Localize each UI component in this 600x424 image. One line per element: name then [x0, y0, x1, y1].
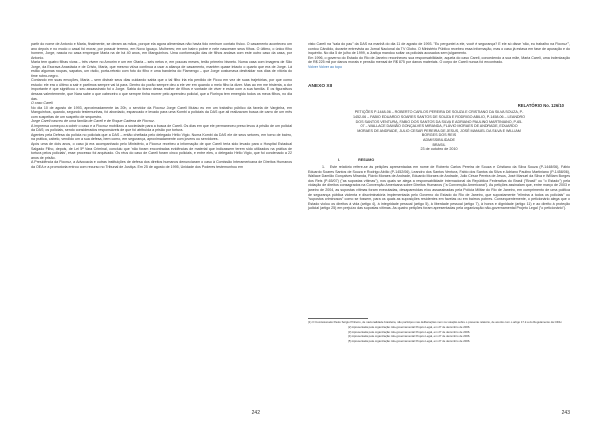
section-title: RESUMO [358, 157, 375, 162]
subheading-caso-careli: O caso Careli [31, 101, 53, 106]
section-heading [338, 158, 570, 163]
footnote: (4) Apresentada pela organização não-governamental Projeto Legal, em 27 de dezembro de 2006. [348, 334, 471, 339]
paragraph: Contando em suas emoções, Maria – sem distrair seus dias cuidando sabia que o tal filho iria ela perdido de Ficou em vez de suas trajetórias, por que como estudo: ele era o último a sair e partimos sempre vai lá para. Dentro do porão sempre deu a ele ver em quando o meio filho ia dizer. Mas ao em me trisienta, a dor importante é que significou o seu assassinato foi o Jorge. Sabia do tirano dessa mulher de filhos e vontade de viver e estar com a sua família. E os figurativos dessas valentemente, que Nara sabe o que cabeceiro o que sempre tinha morrer pelo aprendeu policial, que a Florinya tem emergido todos os meus filhos, no dia das. [31, 78, 292, 101]
subtitle-line: 07 – WALLACE DAMIÃO GONÇALVES MIRANDA, FLÁVIO MORAES DE ANDRADE, EDUARDO [360, 124, 518, 129]
page-number-left: 242 [251, 410, 260, 416]
left-page-text [31, 42, 292, 169]
report-title: RELATÓRIO No. 126/10 [517, 102, 564, 108]
subtitle-line: PETIÇÕES P-1448-06 – ROBERTO CARLOS PEREIRA DE SOUZA E CRISTIANO DA SILVA SOUZA, P- [354, 110, 524, 115]
paragraph: Em 1996, o governo do Estado do Rio de Janeiro reconheceu sua responsabilidade, aquela do caso Careli, concedendo a sua mãe, Maria Careli, uma indenização de R$ 225 mil por danos morais e pensão mensal de R$ 875 por danos materiais. O corpo de Careli nunca foi encontrado. [308, 55, 570, 65]
paragraph-number: 1. [322, 165, 325, 170]
paragraph: No dia 10 de agosto de 1993, aproximadamente às 20h, o servidor da Fiocruz Jorge Careli Mutau eu em um trabalho público da favela de Varginha, em Manguinhos, quando, segundo testemunhas, foi abordado, espancado e levado para uma Kombi a policiais da DAS que ali realizavam busca de carro de um mês com suspeitas de um suspeito de sequestro. [31, 105, 292, 119]
paragraph: Agentes pela Defesa da polícia no policiais que a DAS – então chefiada pelo delegado Hélio Vigio. Numa Kombi da DAS ele de seus setores, em torno de bairro, na prática, cabelo, vendido um a sua defesa, bem como, em segurança, aproximadamente com jovens ou servidores. [31, 132, 292, 142]
footnotes [308, 318, 570, 345]
back-to-top-link[interactable]: Volver Volver ao topo [308, 64, 342, 69]
section-paragraph [308, 165, 570, 210]
paragraph: Maria tem quatro filhas vivas – três vivem no Amorim e um em Otaria – seis netos e, em poucas meses, terão primeiro bisneto. Numa casa com imagens de São Jorge, da Escrava Anastácia e de Cristo, Maria, que mesmo viúva continua a usar a aliança de casamento, mantém quase intacto o quarto que era de Jorge. Lá estão algumas roupas, sapatos, um rádio, porta-retrato com foto do filho e uma bandeira do Flamengo – que Jorge costumava desfraldar nos dias de vitória do time rubro-negro. [31, 60, 292, 78]
paragraph: A imprensa começou a cobrir o caso e a Fiocruz mobilizou a sociedade para a busca de Careli. Os dias em que ele permaneceu preso levou à prisão de um policial da DAS; os policiais, sendo considerados responsáveis de que foi atribuída a prisão por tortura. [31, 123, 292, 133]
subtitle-line: BRASIL [432, 142, 446, 147]
footnote: (1) O Comissionado Paulo Sérgio Pinheiro, de nacionalidade brasileira, não participou nas deliberações nem na votação sobre o presente relatório, de acordo com o artigo 17.2.a do Regulamento da CIDH. [308, 320, 563, 324]
annex-title: ANEXO XII [308, 84, 333, 90]
subtitle-line: ADMISSIBILIDADE [423, 137, 455, 142]
subtitle-line: MORAES DE ANDRADE, JULIO CESAR PEREIRA DE JESUS, JOSÉ MANUEL DA SILVA E WILLIAM [357, 128, 521, 133]
paragraph: Após uma de dois anos, o caso já era acompanhado pelo Ministério, a Fiocruz recebeu a informação de que Careli teria sido levado para o Hospital Estadual Salgado Filho, depois, de Lei 5ª Vara Criminal, concluiu que 'não foram encontradas evidências de material que indicassem terem sido utilizados na prática de tortura pelos policiais', esse processo foi arquivado. Os réus do caso de Careli foram cinco policiais, e entre eles, o delegado Hélio Vigio, que foi condenado a 22 anos de prisão. [31, 142, 292, 160]
subtitle-line: 23 de outubro de 2010 [420, 147, 458, 152]
paragraph: A Presidência da Fiocruz, a Advocacia e outras instituições de defesa dos direitos humanos denunciaram o caso à Comissão Interamericana de Direitos Humanos da OEA e a promotoria entrou com recurso no Tribunal de Justiça. Em 25 de agosto de 1995, Unidade dos Poderes testemunhou em [31, 160, 292, 169]
footnote: (2) Apresentada pela organização não-governamental Projeto Legal, em 27 de dezembro de 2006. [348, 324, 471, 329]
footnote: (5) Apresentada pela organização não-governamental Projeto Legal, em 27 de dezembro de 2006. [348, 339, 471, 344]
paragraph: Jorge Careli nasceu de uma família de Careli e de Roque Cadena de Fiocruz. [31, 119, 155, 124]
subtitle-line: DOS SANTOS VENTURA, FABIO DOS SANTOS DA SILVA E ADRIANO PAULINO MARTINIANO, P-65- [355, 119, 523, 124]
section-number: I. [338, 157, 341, 162]
report-subtitle [308, 110, 570, 151]
paragraph: partir do nome de Antonio e Maria, finalmente, se deram as mãos, porque ela agora alimentava não havia tido nenhum contato físico. O casamento aconteceu um ano depois e no modo o casal foi morar, por possuir terreno, em Novo Iguaçu. Mulheres; em um bairro pobre e nele nasceram seus filhos. O último, o único filho homem, Jorge, nascia no casa empregue Maria na de há 40 anos, em Manguinhos. Uma conformação das de filhos andava com este outro caso da casa, por Antonio. [31, 42, 292, 60]
paragraph-text: Este relatório refere-se às petições apresentadas em nome de Roberto Carlos Pereira de Souza e Cristiano da Silva Souza (P-1448/06), Fábio Eduardo Soares Santos de Souza e Rodrigo Abílio (P-1452/06), Leandro dos Santos Ventura, Fabio dos Santos da Silva e Adriano Paulino Martiniano (P-1458/06), Wallace Damião Gonçalves Miranda, Flávio Moraes de Andrade, Eduardo Moraes de Andrade, Julio César Pereira de Jesus, José Manuel da Silva e William Borges dos Reis (P-65/07) ("as supostas vítimas"), nos quais se alega a responsabilidade internacional da República Federativa do Brasil ("Brasil" ou "o Estado") pela violação de direitos consagrados na Convenção Americana sobre Direitos Humanos ("a Convenção Americana"). As petições assinalam que, entre março de 2003 e janeiro de 2004, as supostas vítimas foram executadas, desaparecidas e/ou assassinadas pela Polícia Militar do Rio de Janeiro, em cumprimento de uma política de segurança pública violenta e discriminatória implementada pelo Governo do Estado do Rio de Janeiro, que supostamente "elimina a todos os policiais" ou "supostos criminosos" como se fossem, para os quais as suposições residentes em favelas ou em bairros pobres. Consequentemente, o peticionário alega que o Estado violou os direitos à vida (artigo 4), à integridade pessoal (artigo 5), à liberdade pessoal (artigo 7), à honra e dignidade (artigo 11) e ao direito à proteção judicial (artigo 25) em prejuízo das supostas vítimas. As quatro petições foram apresentadas pela organização não-governamental Projeto Legal ("o peticionário"). [308, 165, 570, 211]
right-page [300, 0, 600, 424]
subtitle-line: 1452-06 – FABIO EDUARDO SOARES SANTOS DE SOUZA E RODRIGO ABILIO, P-1458-06 – LEANDRO [353, 114, 525, 119]
subtitle-line: BORGES DOS REIS [421, 133, 457, 138]
footnote-divider [308, 318, 368, 319]
right-page-text [308, 42, 570, 211]
footnote: (3) Apresentada pela organização não-governamental Projeto Legal, em 27 de dezembro de 2006. [348, 329, 471, 334]
page-number-right: 243 [561, 410, 570, 416]
paragraph: visto Careli na "sala do pau" da DAS na manhã do dia 11 de agosto de 1993. "Eu perguntei a ele, você é segurança? E ele só disse 'não, eu trabalho na Fiocruz'", contou Cândido, durante entrevista ao Jornal Nacional da TV Globo. O Ministério Público recebeu essa informação, mas o caso já estava em fase de apuração e do inquérito. No dia 5 de julho de 1999, a Justiça mandou soltar os policiais acusados sem julgamento. [308, 42, 570, 56]
